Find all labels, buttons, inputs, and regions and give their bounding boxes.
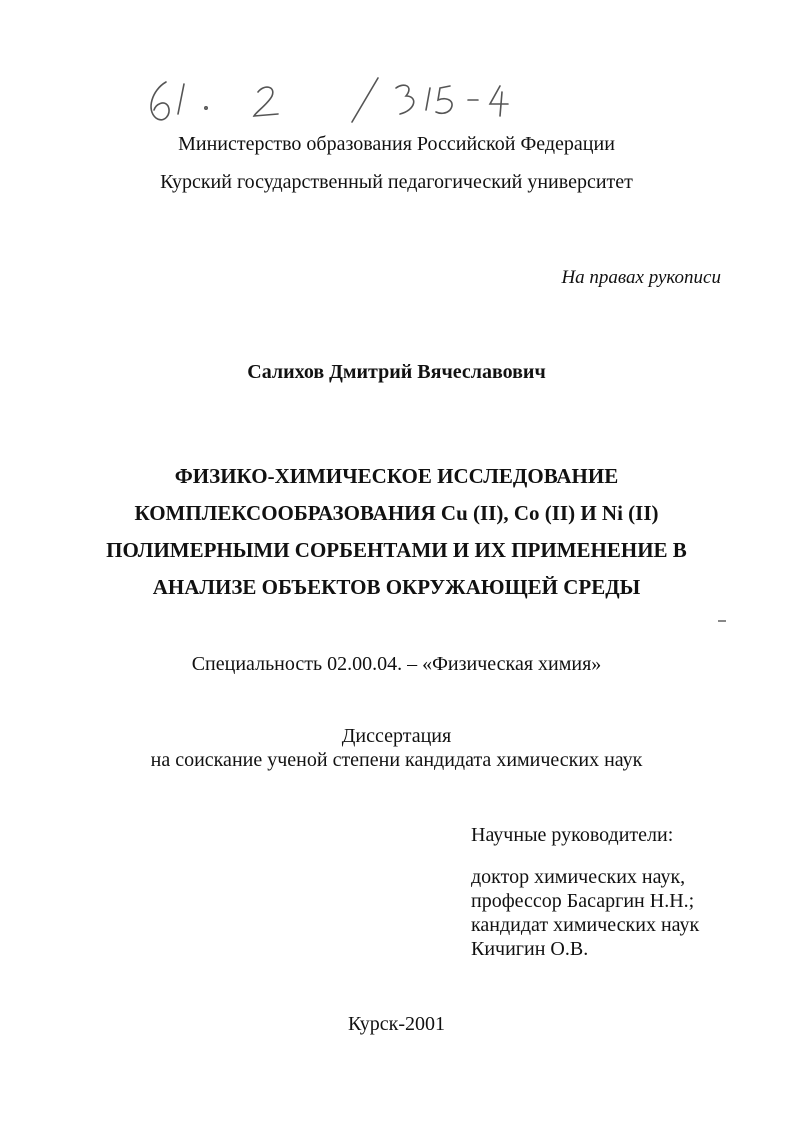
dissertation-title <box>0 458 793 606</box>
ministry-name: Министерство образования Российской Федерации <box>178 133 615 155</box>
university-name: Курский государственный педагогический университет <box>160 171 633 193</box>
supervisor-line: доктор химических наук, <box>471 866 686 888</box>
title-line: ПОЛИМЕРНЫМИ СОРБЕНТАМИ И ИХ ПРИМЕНЕНИЕ В <box>106 538 687 562</box>
title-line: АНАЛИЗЕ ОБЪЕКТОВ ОКРУЖАЮЩЕЙ СРЕДЫ <box>152 575 641 599</box>
title-line: КОМПЛЕКСООБРАЗОВАНИЯ Cu (II), Co (II) И Ni (II) <box>134 501 659 525</box>
supervisor-line: Кичигин О.В. <box>471 938 589 960</box>
handwritten-archive-number <box>138 70 538 130</box>
scan-speck <box>718 620 726 622</box>
dissertation-purpose: на соискание ученой степени кандидата химических наук <box>150 749 643 771</box>
rights-note: На правах рукописи <box>561 267 721 288</box>
supervisor-line: профессор Басаргин Н.Н.; <box>471 890 695 912</box>
supervisors-heading: Научные руководители: <box>471 824 674 846</box>
supervisors-list <box>471 865 699 961</box>
supervisor-line: кандидат химических наук <box>471 914 700 936</box>
city-year: Курск-2001 <box>347 1013 446 1035</box>
dissertation-label: Диссертация <box>341 725 452 747</box>
author-name: Салихов Дмитрий Вячеславович <box>247 361 546 383</box>
specialty: Специальность 02.00.04. – «Физическая химия» <box>191 653 602 675</box>
title-line: ФИЗИКО-ХИМИЧЕСКОЕ ИССЛЕДОВАНИЕ <box>174 464 619 488</box>
